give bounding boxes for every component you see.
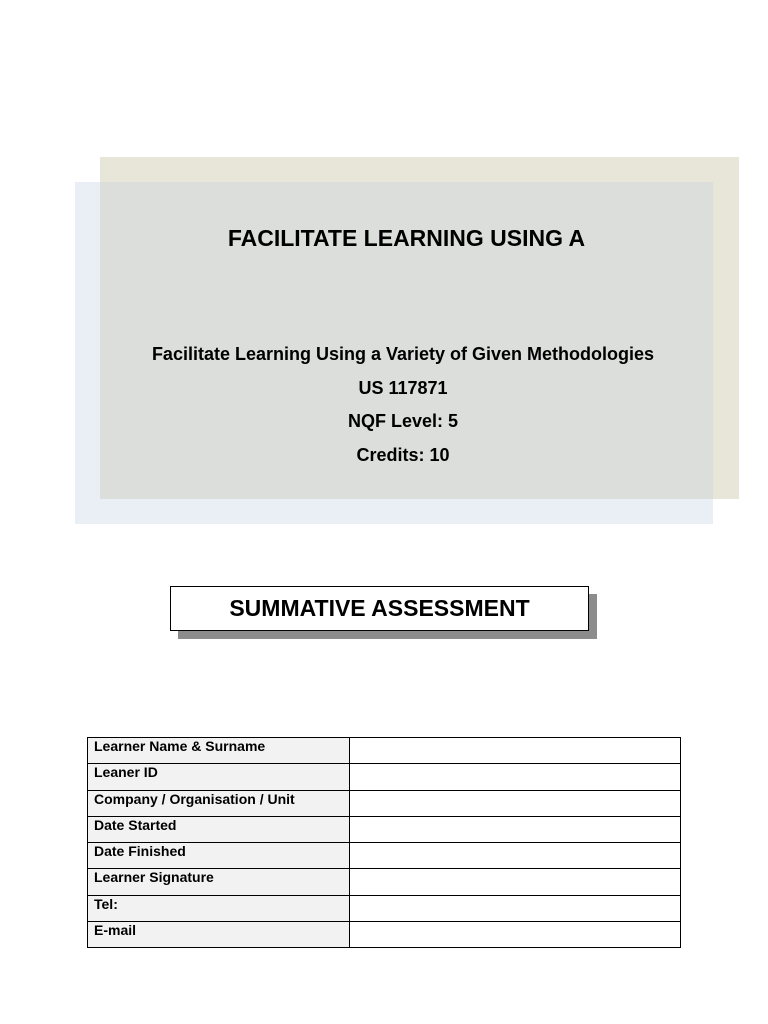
cover-details: [100, 338, 706, 472]
table-row: [88, 790, 681, 816]
learner-id-field[interactable]: [350, 764, 681, 790]
learner-name-field[interactable]: [350, 738, 681, 764]
learner-details-table: [87, 737, 681, 948]
assessment-heading: SUMMATIVE ASSESSMENT: [229, 595, 530, 621]
table-row: [88, 843, 681, 869]
unit-standard-number: US 117871: [358, 377, 448, 398]
tel-label: Tel:: [88, 895, 350, 921]
table-row: [88, 764, 681, 790]
table-row: [88, 869, 681, 895]
company-label: Company / Organisation / Unit: [88, 790, 350, 816]
date-started-field[interactable]: [350, 816, 681, 842]
table-row: [88, 816, 681, 842]
assessment-heading-box: [170, 586, 589, 631]
table-row: [88, 738, 681, 764]
credits: Credits: 10: [356, 444, 450, 465]
learner-name-label: Learner Name & Surname: [88, 738, 350, 764]
learner-signature-field[interactable]: [350, 869, 681, 895]
company-field[interactable]: [350, 790, 681, 816]
date-finished-field[interactable]: [350, 843, 681, 869]
nqf-level: NQF Level: 5: [347, 411, 459, 431]
date-started-label: Date Started: [88, 816, 350, 842]
email-field[interactable]: [350, 922, 681, 948]
learner-id-label: Leaner ID: [88, 764, 350, 790]
learner-signature-label: Learner Signature: [88, 869, 350, 895]
tel-field[interactable]: [350, 895, 681, 921]
document-title: FACILITATE LEARNING USING A: [227, 225, 586, 251]
unit-title: Facilitate Learning Using a Variety of Given Methodologies: [151, 344, 655, 364]
table-row: [88, 922, 681, 948]
email-label: E-mail: [88, 922, 350, 948]
date-finished-label: Date Finished: [88, 843, 350, 869]
table-row: [88, 895, 681, 921]
